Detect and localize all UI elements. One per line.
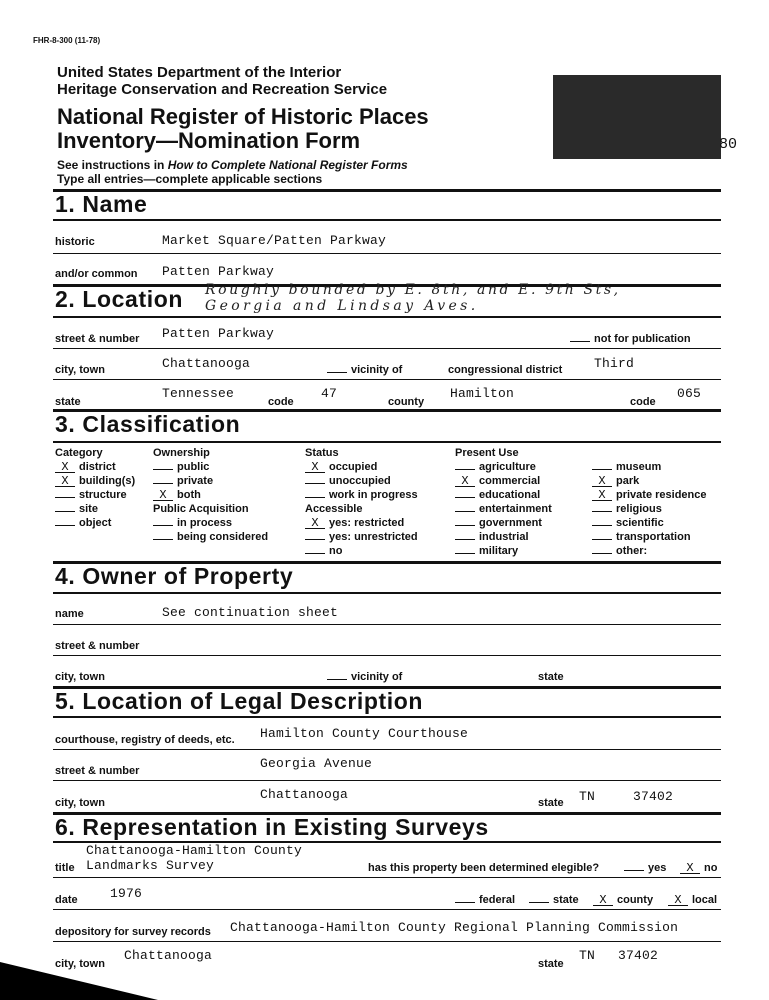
legal-city-field[interactable]: Chattanooga <box>260 787 349 802</box>
survey-title-label: title <box>55 862 75 874</box>
depository-field[interactable]: Chattanooga-Hamilton County Regional Planning Commission <box>230 920 679 935</box>
accessible-restricted-label: yes: restricted <box>329 517 405 529</box>
status-column <box>305 446 418 558</box>
owner-state-label: state <box>538 671 564 683</box>
not-for-publication[interactable] <box>570 333 691 345</box>
section6-title: 6. Representation in Existing Surveys <box>55 814 489 840</box>
eligible-no[interactable] <box>680 862 717 874</box>
category-buildings-checkbox[interactable]: X <box>55 476 75 487</box>
use-government-label: government <box>479 517 542 529</box>
use-commercial-checkbox[interactable]: X <box>455 476 475 487</box>
city-town-field[interactable]: Chattanooga <box>162 356 251 371</box>
survey-city-label: city, town <box>55 958 105 970</box>
use-industrial-checkbox[interactable] <box>455 539 475 540</box>
category-heading: Category <box>55 447 103 459</box>
owner-name-label: name <box>55 608 84 620</box>
survey-state-label: state <box>538 958 564 970</box>
legal-street-label: street & number <box>55 765 140 777</box>
survey-federal-label: federal <box>479 894 516 906</box>
depository-label: depository for survey records <box>55 926 211 938</box>
form-number: FHR-8-300 (11-78) <box>33 36 101 45</box>
rule <box>53 780 721 781</box>
survey-city-field[interactable]: Chattanooga <box>124 948 213 963</box>
rule <box>53 253 721 254</box>
not-for-publication-label: not for publication <box>594 333 691 345</box>
ownership-public-checkbox[interactable] <box>153 469 173 470</box>
use-scientific[interactable] <box>592 516 707 530</box>
use-transportation-label: transportation <box>616 531 691 543</box>
acquisition-in-process-label: in process <box>177 517 233 529</box>
present-use-heading: Present Use <box>455 447 519 459</box>
use-industrial[interactable] <box>455 530 552 544</box>
county-field[interactable]: Hamilton <box>450 386 515 401</box>
service-line: Heritage Conservation and Recreation Service <box>57 81 388 98</box>
location-handwritten-note-line1: Roughly bounded by E. 8th, and E. 9th Sts, <box>205 282 621 298</box>
use-park-checkbox[interactable]: X <box>592 476 612 487</box>
courthouse-label: courthouse, registry of deeds, etc. <box>55 734 235 746</box>
rule <box>53 348 721 349</box>
category-object-checkbox[interactable] <box>55 525 75 526</box>
use-entertainment[interactable] <box>455 502 552 516</box>
category-site-checkbox[interactable] <box>55 511 75 512</box>
legal-state-label: state <box>538 797 564 809</box>
county-code-label: code <box>630 396 656 408</box>
state-code-label: code <box>268 396 294 408</box>
use-religious-label: religious <box>616 503 662 515</box>
scan-corner-artifact <box>0 960 160 1000</box>
section2-title: 2. Location <box>55 286 184 312</box>
use-industrial-label: industrial <box>479 531 529 543</box>
instructions-guide-title: How to Complete National Register Forms <box>167 158 408 172</box>
use-private-residence-checkbox[interactable]: X <box>592 490 612 501</box>
use-military[interactable] <box>455 544 552 558</box>
use-museum-label: museum <box>616 461 662 473</box>
use-agriculture[interactable] <box>455 460 552 474</box>
survey-state-label: state <box>553 894 579 906</box>
use-scientific-label: scientific <box>616 517 664 529</box>
ownership-public[interactable] <box>153 460 268 474</box>
survey-county[interactable] <box>593 894 653 906</box>
courthouse-field[interactable]: Hamilton County Courthouse <box>260 726 469 741</box>
category-district[interactable] <box>55 460 135 474</box>
present-use-column <box>455 446 552 558</box>
use-military-label: military <box>479 545 519 557</box>
vicinity-label: vicinity of <box>351 364 403 376</box>
rule <box>53 909 721 910</box>
category-structure[interactable] <box>55 488 135 502</box>
vicinity-checkbox[interactable] <box>327 372 347 373</box>
stamp-number: 80 <box>719 136 738 153</box>
historic-label: historic <box>55 236 95 248</box>
category-object-label: object <box>79 517 112 529</box>
rule <box>53 877 721 878</box>
survey-zip-field[interactable]: 37402 <box>618 948 659 963</box>
survey-federal[interactable] <box>455 894 515 906</box>
use-other[interactable] <box>592 544 707 558</box>
use-entertainment-checkbox[interactable] <box>455 511 475 512</box>
section1-top-rule <box>53 189 721 192</box>
category-buildings-label: building(s) <box>79 475 136 487</box>
ownership-both-label: both <box>177 489 201 501</box>
street-number-label: street & number <box>55 333 140 345</box>
ownership-column <box>153 446 268 544</box>
state-field[interactable]: Tennessee <box>162 386 235 401</box>
survey-state[interactable] <box>529 894 579 906</box>
category-site[interactable] <box>55 502 135 516</box>
eligible-yes[interactable] <box>624 862 666 874</box>
status-unoccupied[interactable] <box>305 474 418 488</box>
eligibility-question: has this property been determined elegible? <box>368 862 600 874</box>
section1-bottom-rule <box>53 219 721 221</box>
use-educational[interactable] <box>455 488 552 502</box>
use-government-checkbox[interactable] <box>455 525 475 526</box>
instructions <box>57 158 408 172</box>
status-work-in-progress[interactable] <box>305 488 418 502</box>
vicinity-of[interactable] <box>327 364 402 376</box>
owner-vicinity-label: vicinity of <box>351 671 403 683</box>
office-use-stamp <box>553 75 721 159</box>
rule <box>53 379 721 380</box>
section5-bottom-rule <box>53 716 721 718</box>
use-park-label: park <box>616 475 640 487</box>
acquisition-being-considered-checkbox[interactable] <box>153 539 173 540</box>
use-other-label: other: <box>616 545 648 557</box>
accessible-no-checkbox[interactable] <box>305 553 325 554</box>
accessible-unrestricted-label: yes: unrestricted <box>329 531 418 543</box>
survey-title-line2[interactable]: Landmarks Survey <box>86 858 215 873</box>
ownership-private-label: private <box>177 475 214 487</box>
legal-zip-field[interactable]: 37402 <box>633 789 674 804</box>
ownership-both-checkbox[interactable]: X <box>153 490 173 501</box>
status-occupied[interactable] <box>305 460 418 474</box>
owner-city-label: city, town <box>55 671 105 683</box>
category-district-label: district <box>79 461 116 473</box>
use-educational-label: educational <box>479 489 541 501</box>
use-agriculture-checkbox[interactable] <box>455 469 475 470</box>
category-district-checkbox[interactable]: X <box>55 462 75 473</box>
survey-state-field[interactable]: TN <box>579 948 596 963</box>
status-work-in-progress-checkbox[interactable] <box>305 497 325 498</box>
use-religious[interactable] <box>592 502 707 516</box>
legal-state-field[interactable]: TN <box>579 789 596 804</box>
not-for-publication-checkbox[interactable] <box>570 341 590 342</box>
section5-title: 5. Location of Legal Description <box>55 688 424 714</box>
eligible-no-label: no <box>704 862 718 874</box>
eligible-yes-checkbox[interactable] <box>624 870 644 871</box>
department-line: United States Department of the Interior <box>57 64 342 81</box>
location-handwritten-note-line2: Georgia and Lindsay Aves. <box>205 298 479 314</box>
historic-name-field[interactable]: Market Square/Patten Parkway <box>162 233 387 248</box>
use-commercial[interactable] <box>455 474 552 488</box>
survey-local[interactable] <box>668 894 717 906</box>
use-military-checkbox[interactable] <box>455 553 475 554</box>
legal-street-field[interactable]: Georgia Avenue <box>260 756 373 771</box>
section1-title: 1. Name <box>55 191 148 217</box>
status-unoccupied-checkbox[interactable] <box>305 483 325 484</box>
section3-bottom-rule <box>53 441 721 443</box>
survey-county-label: county <box>617 894 654 906</box>
use-private-residence[interactable] <box>592 488 707 502</box>
use-museum[interactable] <box>592 460 707 474</box>
form-title-line2: Inventory—Nomination Form <box>57 128 361 153</box>
use-entertainment-label: entertainment <box>479 503 552 515</box>
survey-county-checkbox[interactable]: X <box>593 895 613 906</box>
category-object[interactable] <box>55 516 135 530</box>
section4-bottom-rule <box>53 592 721 594</box>
section2-bottom-rule <box>53 316 721 318</box>
status-unoccupied-label: unoccupied <box>329 475 391 487</box>
survey-date-field[interactable]: 1976 <box>110 886 143 901</box>
category-buildings[interactable] <box>55 474 135 488</box>
legal-city-label: city, town <box>55 797 105 809</box>
category-site-label: site <box>79 503 98 515</box>
common-name-label: and/or common <box>55 268 138 280</box>
accessible-unrestricted[interactable] <box>305 530 418 544</box>
city-town-label: city, town <box>55 364 105 376</box>
owner-street-label: street & number <box>55 640 140 652</box>
common-name-field[interactable]: Patten Parkway <box>162 264 275 279</box>
use-agriculture-label: agriculture <box>479 461 536 473</box>
accessible-no[interactable] <box>305 544 418 558</box>
use-government[interactable] <box>455 516 552 530</box>
rule <box>53 655 721 656</box>
category-structure-checkbox[interactable] <box>55 497 75 498</box>
rule <box>53 624 721 625</box>
acquisition-being-considered-label: being considered <box>177 531 269 543</box>
accessible-restricted[interactable] <box>305 516 418 530</box>
section4-title: 4. Owner of Property <box>55 563 294 589</box>
ownership-public-label: public <box>177 461 210 473</box>
state-code-field[interactable]: 47 <box>321 386 338 401</box>
ownership-private-checkbox[interactable] <box>153 483 173 484</box>
county-label: county <box>388 396 425 408</box>
accessible-no-label: no <box>329 545 343 557</box>
acquisition-being-considered[interactable] <box>153 530 268 544</box>
state-label: state <box>55 396 81 408</box>
survey-title-line1[interactable]: Chattanooga-Hamilton County <box>86 843 303 858</box>
instructions-line2: Type all entries—complete applicable sections <box>57 172 323 186</box>
congressional-district-label: congressional district <box>448 364 563 376</box>
instructions-prefix: See instructions in <box>57 158 168 172</box>
present-use-column-2 <box>592 460 707 558</box>
eligible-yes-label: yes <box>648 862 667 874</box>
owner-vicinity[interactable] <box>327 671 402 683</box>
use-scientific-checkbox[interactable] <box>592 525 612 526</box>
form-title-line1: National Register of Historic Places <box>57 104 429 129</box>
ownership-both[interactable] <box>153 488 268 502</box>
survey-local-checkbox[interactable]: X <box>668 895 688 906</box>
category-structure-label: structure <box>79 489 127 501</box>
accessible-heading: Accessible <box>305 503 363 515</box>
congressional-district-field[interactable]: Third <box>594 356 635 371</box>
use-transportation-checkbox[interactable] <box>592 539 612 540</box>
survey-local-label: local <box>692 894 718 906</box>
rule <box>53 749 721 750</box>
owner-vicinity-checkbox[interactable] <box>327 679 347 680</box>
status-occupied-label: occupied <box>329 461 378 473</box>
use-commercial-label: commercial <box>479 475 541 487</box>
acquisition-in-process-checkbox[interactable] <box>153 525 173 526</box>
ownership-heading: Ownership <box>153 447 210 459</box>
status-occupied-checkbox[interactable]: X <box>305 462 325 473</box>
accessible-restricted-checkbox[interactable]: X <box>305 518 325 529</box>
survey-date-label: date <box>55 894 78 906</box>
eligible-no-checkbox[interactable]: X <box>680 863 700 874</box>
use-museum-checkbox[interactable] <box>592 469 612 470</box>
county-code-field[interactable]: 065 <box>677 386 702 401</box>
accessible-unrestricted-checkbox[interactable] <box>305 539 325 540</box>
use-transportation[interactable] <box>592 530 707 544</box>
owner-name-field[interactable]: See continuation sheet <box>162 605 339 620</box>
acquisition-in-process[interactable] <box>153 516 268 530</box>
public-acquisition-heading: Public Acquisition <box>153 503 249 515</box>
status-work-in-progress-label: work in progress <box>329 489 418 501</box>
ownership-private[interactable] <box>153 474 268 488</box>
survey-state-checkbox[interactable] <box>529 902 549 903</box>
use-park[interactable] <box>592 474 707 488</box>
survey-federal-checkbox[interactable] <box>455 902 475 903</box>
use-private-residence-label: private residence <box>616 489 707 501</box>
category-column <box>55 446 135 530</box>
rule <box>53 941 721 942</box>
section3-title: 3. Classification <box>55 411 241 437</box>
status-heading: Status <box>305 447 339 459</box>
use-other-checkbox[interactable] <box>592 553 612 554</box>
street-number-field[interactable]: Patten Parkway <box>162 326 275 341</box>
use-educational-checkbox[interactable] <box>455 497 475 498</box>
use-religious-checkbox[interactable] <box>592 511 612 512</box>
